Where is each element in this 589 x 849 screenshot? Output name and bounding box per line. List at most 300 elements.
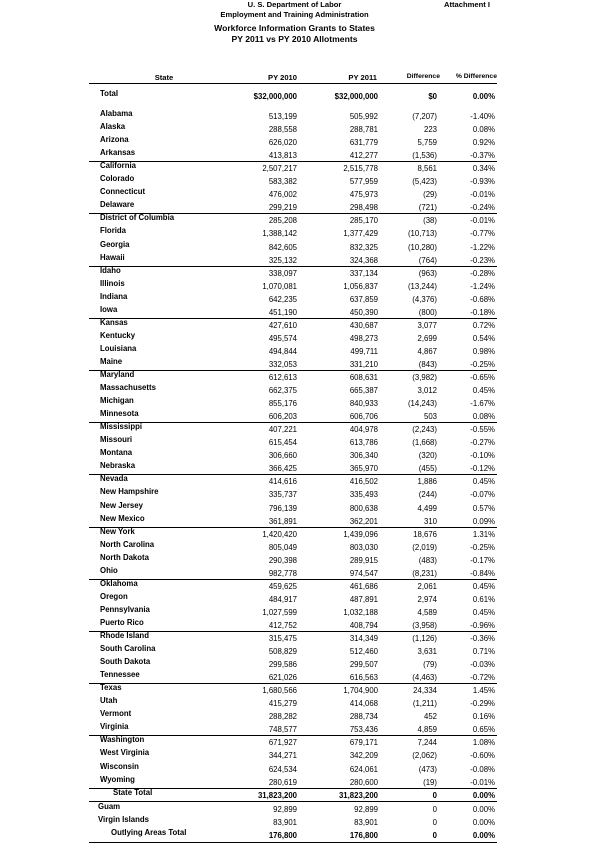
agency-subname: Employment and Training Administration <box>220 10 369 19</box>
group-divider <box>89 474 497 475</box>
row-py2010: 626,020 <box>268 138 297 147</box>
row-name: New York <box>100 527 135 536</box>
row-pct-difference: 1.45% <box>472 686 495 695</box>
row-py2010: 855,176 <box>268 399 297 408</box>
row-py2011: 2,515,778 <box>343 164 378 173</box>
row-py2010: 508,829 <box>268 647 297 656</box>
row-difference: (29) <box>423 190 437 199</box>
row-pct-difference: -0.27% <box>470 438 495 447</box>
row-py2011: 753,436 <box>349 725 378 734</box>
row-difference: 310 <box>423 517 437 526</box>
row-py2010: 299,586 <box>268 660 297 669</box>
row-pct-difference: -0.55% <box>470 425 495 434</box>
row-difference: (13,244) <box>407 282 437 291</box>
group-divider <box>89 801 497 802</box>
group-divider <box>89 370 497 371</box>
row-pct-difference: -0.07% <box>470 490 495 499</box>
row-py2010: 1,420,420 <box>262 530 297 539</box>
row-pct-difference: -0.68% <box>470 295 495 304</box>
row-py2011: 298,498 <box>349 203 378 212</box>
row-pct-difference: -0.96% <box>470 621 495 630</box>
row-pct-difference: 0.08% <box>472 125 495 134</box>
row-py2011: 362,201 <box>349 517 378 526</box>
row-name: Massachusetts <box>100 383 156 392</box>
row-difference: (2,019) <box>412 543 437 552</box>
row-py2011: 306,340 <box>349 451 378 460</box>
row-pct-difference: -0.84% <box>470 569 495 578</box>
row-name: Wisconsin <box>100 762 139 771</box>
row-py2010: 583,382 <box>268 177 297 186</box>
row-py2011: 499,711 <box>350 347 378 356</box>
row-py2010: 621,026 <box>268 673 297 682</box>
group-divider <box>89 683 497 684</box>
row-name: Virgin Islands <box>98 815 149 824</box>
row-difference: (5,423) <box>412 177 437 186</box>
row-py2010: 335,737 <box>268 490 297 499</box>
row-py2010: 476,002 <box>268 190 297 199</box>
row-py2010: 280,619 <box>268 778 297 787</box>
row-difference: 223 <box>423 125 437 134</box>
row-py2010: 325,132 <box>268 256 297 265</box>
row-py2010: 407,221 <box>268 425 297 434</box>
row-name: Iowa <box>100 305 118 314</box>
document-subtitle: PY 2011 vs PY 2010 Allotments <box>231 34 358 44</box>
column-header-py2011: PY 2011 <box>348 73 377 82</box>
row-py2011: 679,171 <box>349 738 378 747</box>
row-py2010: 612,613 <box>268 373 297 382</box>
row-pct-difference: -0.23% <box>470 256 495 265</box>
row-py2010: 2,507,217 <box>262 164 297 173</box>
row-py2011: 414,068 <box>349 699 378 708</box>
row-py2010: 31,823,200 <box>257 791 297 800</box>
row-pct-difference: 0.00% <box>472 791 495 800</box>
row-name: New Hampshire <box>100 487 159 496</box>
row-pct-difference: -0.28% <box>470 269 495 278</box>
row-py2011: 299,507 <box>349 660 378 669</box>
row-py2011: 475,973 <box>349 190 378 199</box>
row-name: Guam <box>98 802 121 811</box>
row-py2011: 616,563 <box>349 673 378 682</box>
row-difference: 3,631 <box>417 647 437 656</box>
group-divider <box>89 842 497 843</box>
row-name: Wyoming <box>100 775 135 784</box>
row-name: Pennsylvania <box>100 605 150 614</box>
row-name: Total <box>100 89 119 98</box>
row-pct-difference: -0.25% <box>470 543 495 552</box>
row-pct-difference: 0.45% <box>472 608 495 617</box>
row-name: Outlying Areas Total <box>111 828 187 837</box>
row-difference: 0 <box>432 818 437 827</box>
row-pct-difference: -0.10% <box>470 451 495 460</box>
row-difference: 18,676 <box>413 530 437 539</box>
row-py2010: 288,282 <box>268 712 297 721</box>
row-py2011: 803,030 <box>349 543 378 552</box>
row-py2010: 366,425 <box>268 464 297 473</box>
document-title: Workforce Information Grants to States <box>214 23 375 33</box>
row-py2010: 796,139 <box>268 504 297 513</box>
row-py2011: 608,631 <box>349 373 378 382</box>
group-divider <box>89 161 497 162</box>
row-difference: (8,231) <box>412 569 437 578</box>
row-difference: (79) <box>423 660 437 669</box>
row-difference: (4,376) <box>412 295 437 304</box>
row-py2010: 624,534 <box>268 765 297 774</box>
column-header-difference: Difference <box>406 73 440 80</box>
row-name: Washington <box>100 735 145 744</box>
row-name: Louisiana <box>100 344 137 353</box>
row-py2011: 335,493 <box>349 490 378 499</box>
row-pct-difference: -0.01% <box>470 778 495 787</box>
row-pct-difference: -1.40% <box>470 112 495 121</box>
row-difference: (764) <box>418 256 437 265</box>
row-py2010: 982,778 <box>268 569 297 578</box>
row-pct-difference: -0.37% <box>470 151 495 160</box>
row-difference: 0 <box>432 831 437 840</box>
row-difference: 0 <box>432 805 437 814</box>
row-pct-difference: -0.12% <box>470 464 495 473</box>
row-pct-difference: 0.08% <box>472 412 495 421</box>
row-py2011: 408,794 <box>349 621 378 630</box>
row-difference: (1,668) <box>412 438 437 447</box>
row-py2011: 840,933 <box>349 399 378 408</box>
row-difference: (3,982) <box>412 373 437 382</box>
row-name: Maryland <box>100 370 135 379</box>
row-name: Idaho <box>100 266 121 275</box>
row-difference: 4,589 <box>417 608 437 617</box>
row-difference: 5,759 <box>417 138 437 147</box>
row-py2010: 427,610 <box>268 321 297 330</box>
row-difference: (3,958) <box>412 621 437 630</box>
row-name: Illinois <box>100 279 125 288</box>
row-difference: 4,859 <box>417 725 437 734</box>
row-name: Texas <box>100 683 122 692</box>
row-py2010: 1,027,599 <box>262 608 297 617</box>
row-pct-difference: 0.61% <box>472 595 495 604</box>
row-name: Arkansas <box>100 148 136 157</box>
group-divider <box>89 527 497 528</box>
row-py2011: 461,686 <box>349 582 378 591</box>
row-difference: (19) <box>423 778 437 787</box>
row-pct-difference: -0.01% <box>470 190 495 199</box>
row-pct-difference: 0.92% <box>472 138 495 147</box>
row-py2011: 624,061 <box>349 765 378 774</box>
row-name: Virginia <box>100 722 129 731</box>
row-name: Arizona <box>100 135 129 144</box>
agency-name: U. S. Department of Labor <box>247 0 342 9</box>
row-name: Kansas <box>100 318 128 327</box>
row-py2010: 451,190 <box>268 308 297 317</box>
row-py2010: 748,577 <box>268 725 297 734</box>
row-difference: (1,126) <box>412 634 437 643</box>
row-py2010: 1,680,566 <box>262 686 297 695</box>
row-py2011: 314,349 <box>349 634 378 643</box>
row-py2010: 606,203 <box>268 412 297 421</box>
row-pct-difference: -1.22% <box>470 243 495 252</box>
row-difference: $0 <box>428 92 437 101</box>
row-name: Ohio <box>100 566 118 575</box>
row-py2010: 1,070,081 <box>262 282 297 291</box>
row-pct-difference: -0.29% <box>470 699 495 708</box>
group-divider <box>89 631 497 632</box>
row-name: Florida <box>100 226 126 235</box>
row-pct-difference: -0.72% <box>470 673 495 682</box>
group-divider <box>89 266 497 267</box>
row-name: Georgia <box>100 240 130 249</box>
row-py2011: 288,734 <box>349 712 378 721</box>
row-py2011: 365,970 <box>349 464 378 473</box>
row-py2010: 1,388,142 <box>262 229 297 238</box>
row-pct-difference: 1.31% <box>472 530 495 539</box>
row-py2011: 280,600 <box>349 778 378 787</box>
row-py2011: 324,368 <box>349 256 378 265</box>
row-py2011: 289,915 <box>349 556 378 565</box>
row-difference: (843) <box>418 360 437 369</box>
row-pct-difference: 0.45% <box>472 477 495 486</box>
row-py2011: 288,781 <box>349 125 378 134</box>
row-name: Montana <box>100 448 133 457</box>
row-pct-difference: 0.09% <box>472 517 495 526</box>
row-py2010: 671,927 <box>268 738 297 747</box>
row-difference: (1,536) <box>412 151 437 160</box>
row-pct-difference: -0.60% <box>470 751 495 760</box>
row-py2010: 412,752 <box>268 621 297 630</box>
row-difference: 452 <box>423 712 437 721</box>
row-name: Maine <box>100 357 123 366</box>
row-difference: (4,463) <box>412 673 437 682</box>
row-py2010: 83,901 <box>273 818 297 827</box>
row-pct-difference: 0.71% <box>472 647 495 656</box>
group-divider <box>89 422 497 423</box>
row-difference: 2,061 <box>417 582 437 591</box>
row-py2010: $32,000,000 <box>253 92 297 101</box>
row-pct-difference: -0.01% <box>470 216 495 225</box>
row-difference: 3,012 <box>417 386 437 395</box>
row-difference: (38) <box>423 216 437 225</box>
row-pct-difference: -0.25% <box>470 360 495 369</box>
row-name: Alaska <box>100 122 126 131</box>
row-py2010: 299,219 <box>268 203 297 212</box>
row-pct-difference: -0.36% <box>470 634 495 643</box>
row-difference: 8,561 <box>417 164 437 173</box>
row-name: Mississippi <box>100 422 143 431</box>
row-py2010: 494,844 <box>268 347 297 356</box>
row-py2010: 332,053 <box>268 360 297 369</box>
group-divider <box>89 735 497 736</box>
row-name: Vermont <box>100 709 132 718</box>
row-py2010: 662,375 <box>268 386 297 395</box>
attachment-label: Attachment I <box>444 0 490 9</box>
row-py2011: 412,277 <box>349 151 378 160</box>
row-name: Missouri <box>100 435 133 444</box>
row-py2011: 450,390 <box>349 308 378 317</box>
row-name: California <box>100 161 136 170</box>
row-pct-difference: 0.98% <box>472 347 495 356</box>
row-name: Michigan <box>100 396 134 405</box>
row-pct-difference: -0.08% <box>470 765 495 774</box>
row-py2011: 1,439,096 <box>343 530 378 539</box>
row-pct-difference: -0.24% <box>470 203 495 212</box>
row-name: North Dakota <box>100 553 149 562</box>
row-name: Indiana <box>100 292 128 301</box>
row-py2011: 974,547 <box>349 569 378 578</box>
header-rule <box>89 83 497 84</box>
row-name: New Mexico <box>100 514 145 523</box>
row-pct-difference: 0.54% <box>472 334 495 343</box>
row-py2010: 338,097 <box>268 269 297 278</box>
row-pct-difference: 0.72% <box>472 321 495 330</box>
row-difference: (10,280) <box>407 243 437 252</box>
row-py2011: 337,134 <box>349 269 378 278</box>
row-py2010: 642,235 <box>268 295 297 304</box>
row-py2011: 342,209 <box>349 751 378 760</box>
row-pct-difference: -0.65% <box>470 373 495 382</box>
row-pct-difference: -0.17% <box>470 556 495 565</box>
row-py2010: 513,199 <box>268 112 297 121</box>
row-py2011: 505,992 <box>349 112 378 121</box>
row-py2010: 361,891 <box>268 517 297 526</box>
row-py2011: 285,170 <box>349 216 378 225</box>
row-difference: (10,713) <box>407 229 437 238</box>
row-difference: 4,867 <box>417 347 437 356</box>
row-py2010: 842,605 <box>268 243 297 252</box>
row-py2010: 306,660 <box>268 451 297 460</box>
column-header-pct-difference: % Difference <box>455 73 497 80</box>
row-difference: (320) <box>418 451 437 460</box>
row-pct-difference: 0.57% <box>472 504 495 513</box>
row-difference: 1,886 <box>417 477 437 486</box>
row-difference: (2,243) <box>412 425 437 434</box>
row-difference: (2,062) <box>412 751 437 760</box>
row-py2010: 176,800 <box>268 831 297 840</box>
row-difference: 503 <box>423 412 437 421</box>
row-name: New Jersey <box>100 501 143 510</box>
row-py2010: 288,558 <box>268 125 297 134</box>
row-pct-difference: 0.00% <box>472 818 495 827</box>
row-py2010: 315,475 <box>268 634 297 643</box>
row-name: South Dakota <box>100 657 151 666</box>
row-name: Minnesota <box>100 409 139 418</box>
row-difference: (473) <box>418 765 437 774</box>
row-pct-difference: 0.00% <box>472 831 495 840</box>
column-header-py2010: PY 2010 <box>268 73 297 82</box>
row-difference: (455) <box>418 464 437 473</box>
row-py2010: 285,208 <box>268 216 297 225</box>
row-difference: 2,699 <box>417 334 437 343</box>
row-difference: 24,334 <box>413 686 437 695</box>
row-name: Colorado <box>100 174 135 183</box>
row-name: Kentucky <box>100 331 136 340</box>
row-py2010: 413,813 <box>268 151 297 160</box>
row-py2010: 414,616 <box>268 477 297 486</box>
row-pct-difference: -0.18% <box>470 308 495 317</box>
row-py2011: 631,779 <box>349 138 378 147</box>
row-py2011: 577,959 <box>349 177 378 186</box>
row-py2011: 430,687 <box>349 321 378 330</box>
row-difference: (721) <box>418 203 437 212</box>
row-py2011: 606,706 <box>349 412 378 421</box>
row-py2010: 92,899 <box>273 805 297 814</box>
row-pct-difference: -1.67% <box>470 399 495 408</box>
row-py2011: 416,502 <box>349 477 378 486</box>
row-py2011: 637,859 <box>349 295 378 304</box>
row-difference: 3,077 <box>417 321 437 330</box>
row-py2011: 1,377,429 <box>343 229 378 238</box>
row-difference: (483) <box>418 556 437 565</box>
row-py2011: 331,210 <box>349 360 378 369</box>
row-name: Hawaii <box>100 253 125 262</box>
row-difference: 2,974 <box>417 595 437 604</box>
group-divider <box>89 318 497 319</box>
row-py2010: 290,398 <box>268 556 297 565</box>
row-difference: (14,243) <box>407 399 437 408</box>
row-name: State Total <box>113 788 153 797</box>
row-py2010: 415,279 <box>268 699 297 708</box>
row-difference: 0 <box>432 791 437 800</box>
row-difference: 4,499 <box>417 504 437 513</box>
row-difference: (1,211) <box>412 699 437 708</box>
row-name: Oregon <box>100 592 128 601</box>
row-pct-difference: 0.34% <box>472 164 495 173</box>
row-name: Nebraska <box>100 461 136 470</box>
row-py2011: 92,899 <box>354 805 378 814</box>
row-py2010: 615,454 <box>268 438 297 447</box>
row-pct-difference: 0.16% <box>472 712 495 721</box>
row-difference: (963) <box>418 269 437 278</box>
row-py2011: 83,901 <box>354 818 378 827</box>
row-py2011: 800,638 <box>349 504 378 513</box>
row-py2011: 613,786 <box>349 438 378 447</box>
row-pct-difference: -0.03% <box>470 660 495 669</box>
row-py2011: 1,056,837 <box>343 282 378 291</box>
row-py2011: 404,978 <box>349 425 378 434</box>
row-name: North Carolina <box>100 540 155 549</box>
row-name: South Carolina <box>100 644 156 653</box>
row-pct-difference: 0.45% <box>472 582 495 591</box>
row-difference: 7,244 <box>417 738 437 747</box>
row-py2011: 1,704,900 <box>343 686 378 695</box>
row-py2010: 459,625 <box>268 582 297 591</box>
row-name: District of Columbia <box>100 213 175 222</box>
row-py2011: 176,800 <box>349 831 378 840</box>
row-difference: (7,207) <box>412 112 437 121</box>
row-py2011: 832,325 <box>349 243 378 252</box>
row-pct-difference: -0.93% <box>470 177 495 186</box>
row-py2010: 805,049 <box>268 543 297 552</box>
row-name: Rhode Island <box>100 631 149 640</box>
row-py2011: 487,891 <box>349 595 378 604</box>
column-header-state: State <box>154 73 174 82</box>
row-pct-difference: 0.45% <box>472 386 495 395</box>
row-py2010: 495,574 <box>268 334 297 343</box>
row-pct-difference: 0.00% <box>472 805 495 814</box>
row-py2010: 484,917 <box>268 595 297 604</box>
row-name: Tennessee <box>100 670 140 679</box>
row-name: Connecticut <box>100 187 146 196</box>
row-py2011: 31,823,200 <box>338 791 378 800</box>
row-py2011: 498,273 <box>349 334 378 343</box>
row-py2011: 1,032,188 <box>343 608 378 617</box>
row-py2011: 665,387 <box>349 386 378 395</box>
row-name: Alabama <box>100 109 133 118</box>
group-divider <box>89 579 497 580</box>
row-pct-difference: 1.08% <box>472 738 495 747</box>
row-name: Puerto Rico <box>100 618 144 627</box>
row-pct-difference: -0.77% <box>470 229 495 238</box>
row-py2010: 344,271 <box>268 751 297 760</box>
row-pct-difference: 0.00% <box>472 92 495 101</box>
row-name: Nevada <box>100 474 128 483</box>
row-name: Oklahoma <box>100 579 138 588</box>
